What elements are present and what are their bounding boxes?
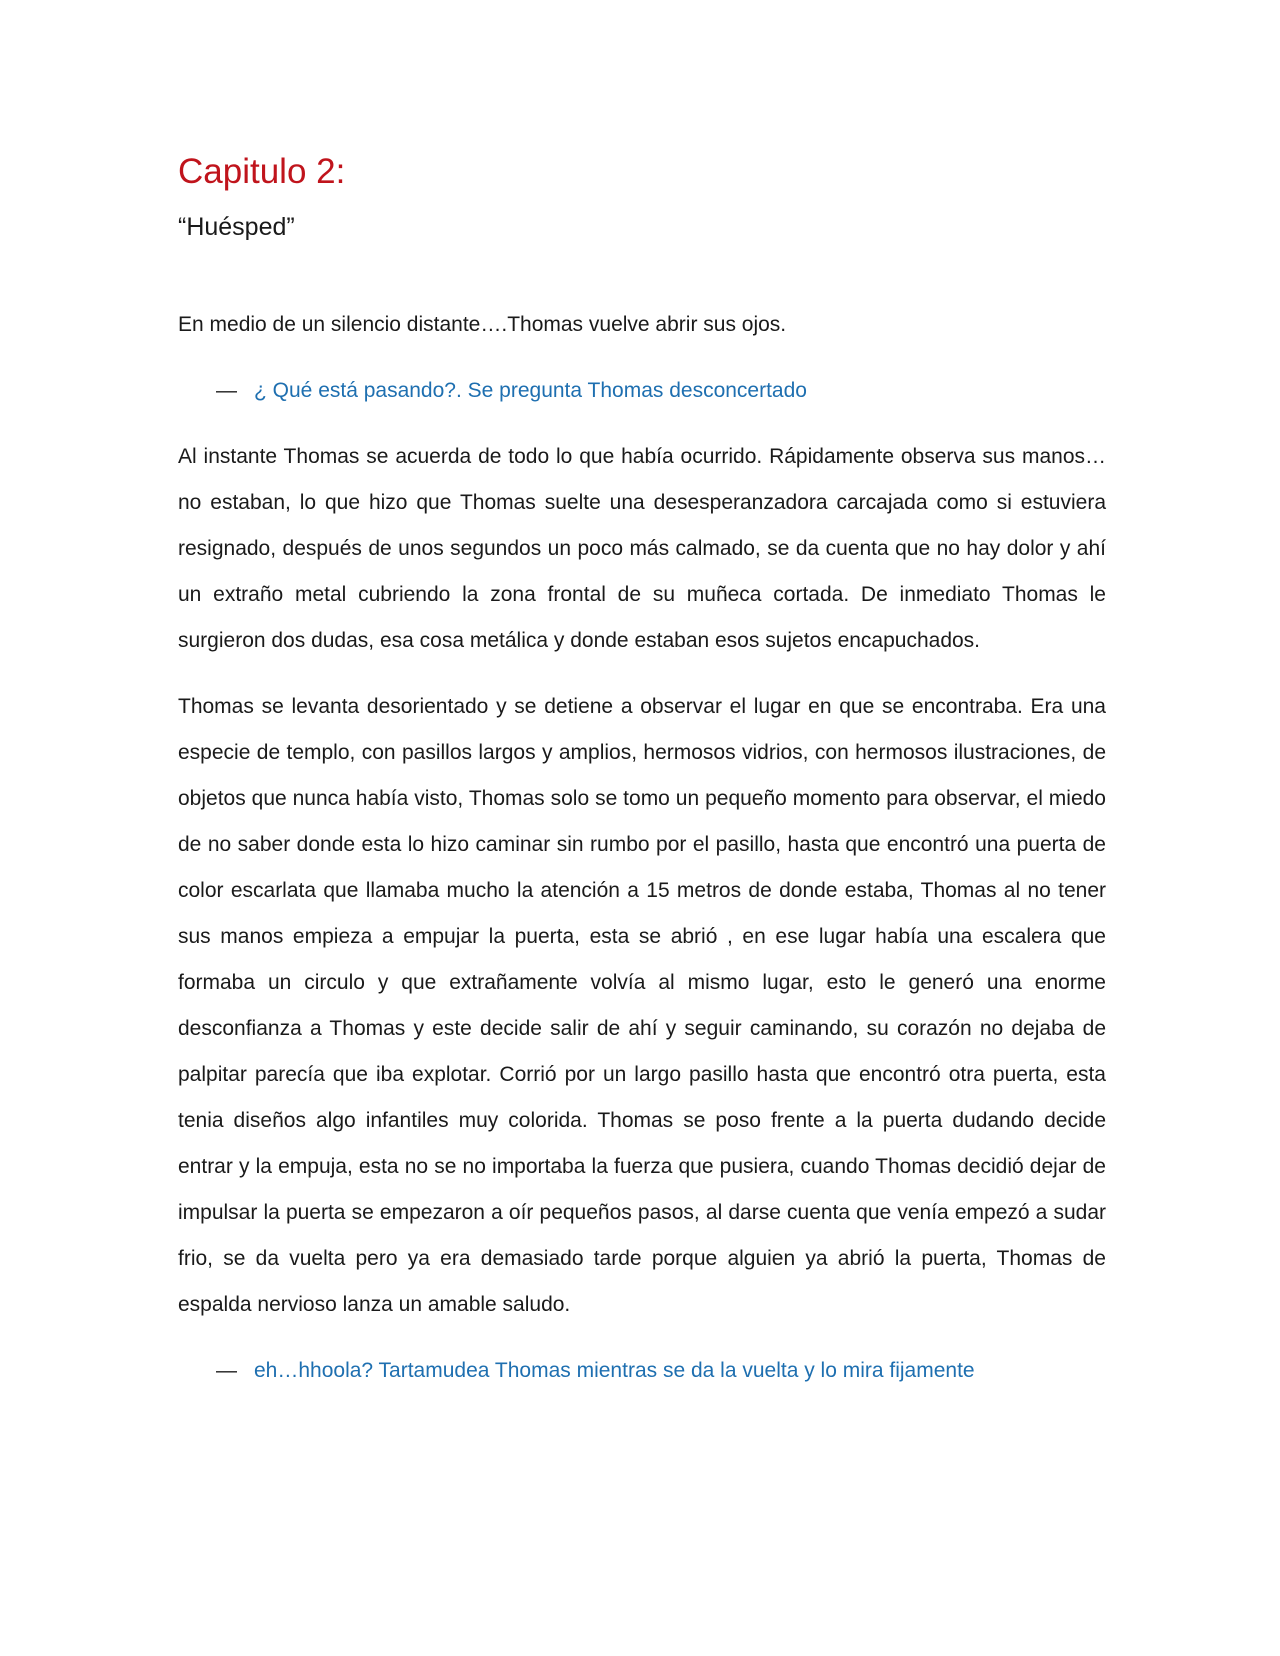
dialog-line-2 <box>178 1348 1106 1394</box>
body-paragraph-1: Al instante Thomas se acuerda de todo lo que había ocurrido. Rápidamente observa sus manos…no estaban, lo que hizo que Thomas suelte una desesperanzadora carcajada como si estuviera resignado, después de unos segundos un poco más calmado, se da cuenta que no hay dolor y ahí un extraño metal cubriendo la zona frontal de su muñeca cortada. De inmediato Thomas le surgieron dos dudas, esa cosa metálica y donde estaban esos sujetos encapuchados. <box>178 445 1106 652</box>
dialog-text: ¿ Qué está pasando?. Se pregunta Thomas desconcertado <box>254 379 807 402</box>
page-content <box>178 148 1106 1394</box>
body-paragraph-2: Thomas se levanta desorientado y se detiene a observar el lugar en que se encontraba. Era una especie de templo, con pasillos largos y amplios, hermosos vidrios, con hermosos ilustraciones, de objetos que nunca había visto, Thomas solo se tomo un pequeño momento para observar, el miedo de no saber donde esta lo hizo caminar sin rumbo por el pasillo, hasta que encontró una puerta de color escarlata que llamaba mucho la atención a 15 metros de donde estaba, Thomas al no tener sus manos empieza a empujar la puerta, esta se abrió , en ese lugar había una escalera que formaba un circulo y que extrañamente volvía al mismo lugar, esto le generó una enorme desconfianza a Thomas y este decide salir de ahí y seguir caminando, su corazón no dejaba de palpitar parecía que iba explotar. Corrió por un largo pasillo hasta que encontró otra puerta, esta tenia diseños algo infantiles muy colorida. Thomas se poso frente a la puerta dudando decide entrar y la empuja, esta no se no importaba la fuerza que pusiera, cuando Thomas decidió dejar de impulsar la puerta se empezaron a oír pequeños pasos, al darse cuenta que venía empezó a sudar frio, se da vuelta pero ya era demasiado tarde porque alguien ya abrió la puerta, Thomas de espalda nervioso lanza un amable saludo. <box>178 695 1106 1316</box>
dialog-text: eh…hhoola? Tartamudea Thomas mientras se da la vuelta y lo mira fijamente <box>254 1359 975 1382</box>
chapter-title: Capitulo 2: <box>178 152 346 191</box>
dialog-dash: — <box>216 379 237 402</box>
dialog-dash: — <box>216 1359 237 1382</box>
lead-paragraph: En medio de un silencio distante….Thomas vuelve abrir sus ojos. <box>178 313 787 336</box>
dialog-line-1 <box>178 368 1106 414</box>
chapter-subtitle: “Huésped” <box>178 213 295 241</box>
